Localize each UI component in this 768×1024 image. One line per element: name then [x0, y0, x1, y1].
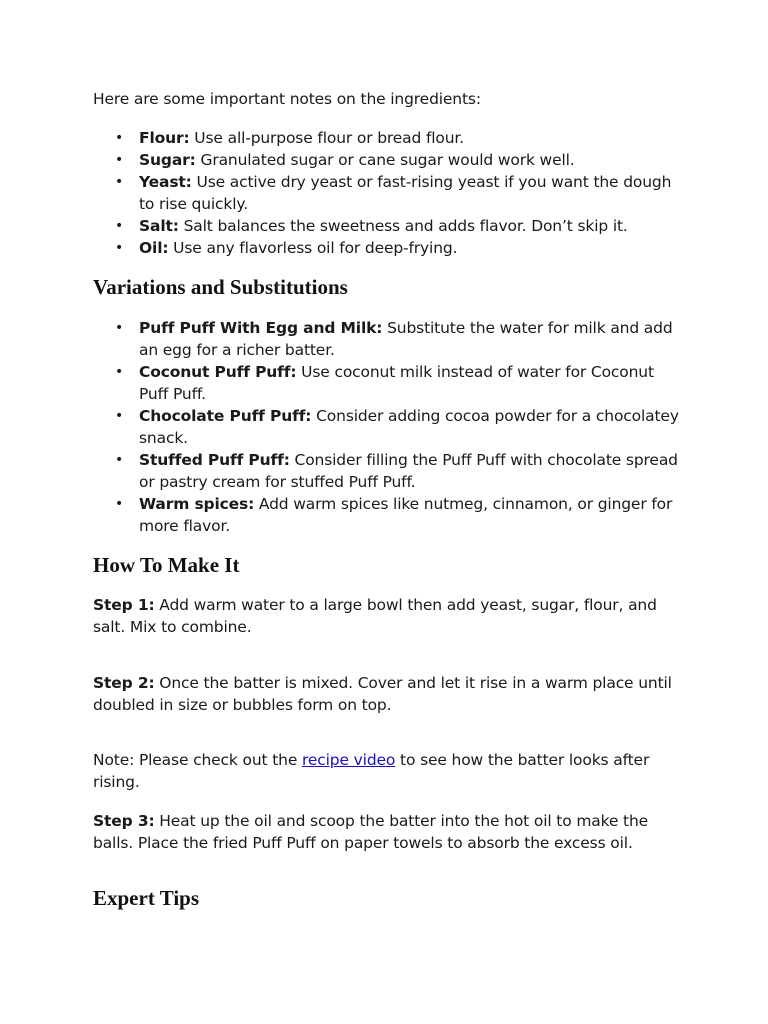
item-text: Use all-purpose flour or bread flour. [189, 129, 465, 147]
item-term: Puff Puff With Egg and Milk: [139, 319, 383, 337]
note-text-after: to see how the batter looks after rising. [93, 751, 650, 791]
item-text: Salt balances the sweetness and adds flavor. Don’t skip it. [178, 217, 628, 235]
item-text: Substitute the water for milk and add an egg for a richer batter. [139, 319, 673, 359]
list-item [93, 237, 683, 259]
step-text: Add warm water to a large bowl then add yeast, sugar, flour, and salt. Mix to combine. [93, 596, 657, 636]
list-item [93, 405, 683, 449]
step-label: Step 2: [93, 674, 155, 692]
item-text: Granulated sugar or cane sugar would work well. [195, 151, 575, 169]
item-term: Yeast: [139, 173, 192, 191]
howto-heading: How To Make It [93, 553, 240, 577]
step-2 [93, 672, 683, 716]
item-text: Consider adding cocoa powder for a chocolatey snack. [139, 407, 679, 447]
list-item [93, 317, 683, 361]
bullet-icon: • [115, 130, 124, 146]
item-term: Flour: [139, 129, 190, 147]
item-term: Salt: [139, 217, 179, 235]
bullet-icon: • [115, 364, 124, 380]
note-text-before: Note: Please check out the [93, 751, 302, 769]
bullet-icon: • [115, 408, 124, 424]
item-text: Add warm spices like nutmeg, cinnamon, or ginger for more flavor. [139, 495, 673, 535]
list-item [93, 493, 683, 537]
bullet-icon: • [115, 496, 124, 512]
list-item [93, 449, 683, 493]
expert-tips-heading: Expert Tips [93, 886, 200, 910]
step-3 [93, 810, 683, 854]
list-item [93, 127, 683, 149]
note-paragraph [93, 749, 683, 793]
item-text: Consider filling the Puff Puff with chocolate spread or pastry cream for stuffed Puff Puff. [139, 451, 678, 491]
list-item [93, 171, 683, 215]
item-term: Coconut Puff Puff: [139, 363, 297, 381]
step-text: Heat up the oil and scoop the batter into the hot oil to make the balls. Place the fried Puff Puff on paper towels to absorb the excess oil. [93, 812, 649, 852]
ingredients-list [93, 127, 683, 259]
variations-list [93, 317, 683, 537]
bullet-icon: • [115, 174, 124, 190]
item-term: Chocolate Puff Puff: [139, 407, 312, 425]
item-term: Warm spices: [139, 495, 255, 513]
bullet-icon: • [115, 240, 124, 256]
item-text: Use coconut milk instead of water for Coconut Puff Puff. [139, 363, 654, 403]
bullet-icon: • [115, 218, 124, 234]
document-page [93, 88, 683, 912]
item-text: Use active dry yeast or fast-rising yeast if you want the dough to rise quickly. [139, 173, 672, 213]
step-1 [93, 594, 683, 638]
step-label: Step 3: [93, 812, 155, 830]
bullet-icon: • [115, 152, 124, 168]
item-term: Oil: [139, 239, 169, 257]
item-text: Use any flavorless oil for deep-frying. [168, 239, 458, 257]
bullet-icon: • [115, 452, 124, 468]
list-item [93, 149, 683, 171]
item-term: Sugar: [139, 151, 196, 169]
item-term: Stuffed Puff Puff: [139, 451, 290, 469]
list-item [93, 215, 683, 237]
step-label: Step 1: [93, 596, 155, 614]
ingredients-intro: Here are some important notes on the ingredients: [93, 90, 481, 108]
bullet-icon: • [115, 320, 124, 336]
list-item [93, 361, 683, 405]
recipe-video-link[interactable]: recipe video [302, 751, 396, 769]
variations-heading: Variations and Substitutions [93, 275, 348, 299]
step-text: Once the batter is mixed. Cover and let it rise in a warm place until doubled in size or bubbles form on top. [93, 674, 672, 714]
